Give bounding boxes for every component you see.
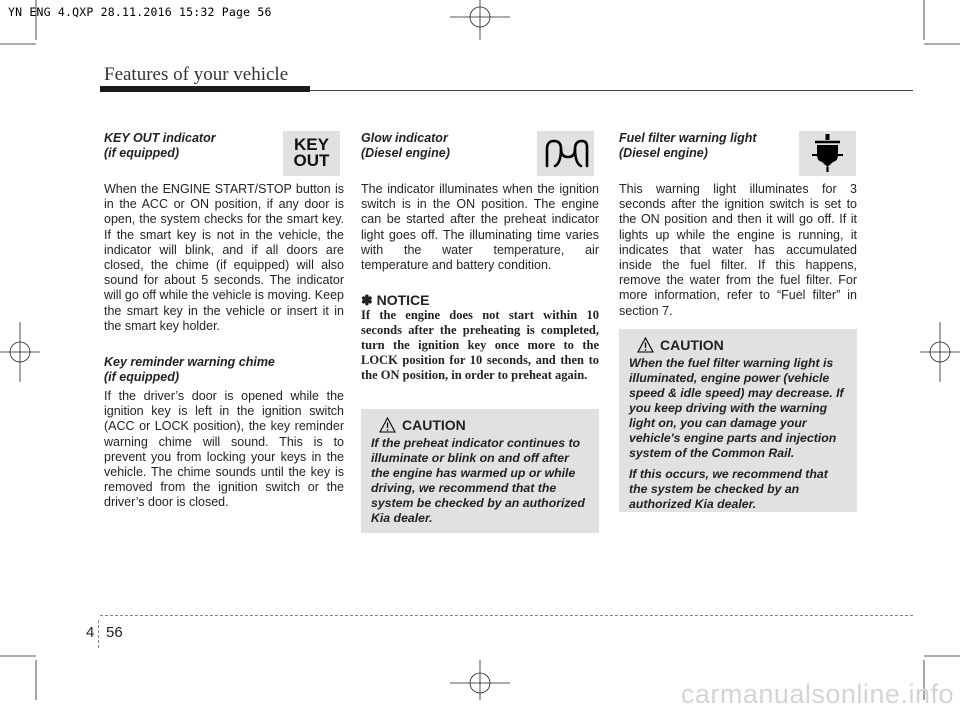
fuel-filter-body: This warning light illuminates for 3 seconds after the ignition switch is set to the ON position and then it will go off. If it lights up while the engine is running, it indicates that water has accumulated inside the fuel filter. If this happens, remove the water from the fuel filter. For more information, refer to “Fuel filter” in section 7. xyxy=(619,182,857,318)
glow-caution-title: CAUTION xyxy=(402,417,466,433)
footer-rule xyxy=(100,615,913,616)
chapter-number: 4 xyxy=(86,624,95,641)
header-bar xyxy=(100,86,310,92)
glow-caution-body: If the preheat indicator continues to illuminate or blink on and off after the engine has warmed up or while driving, we recommend that the system be checked by an authorized Kia dealer. xyxy=(371,436,585,525)
fuel-caution-box xyxy=(619,329,857,512)
key-out-subtitle: (if equipped) xyxy=(104,146,179,160)
key-out-indicator-icon xyxy=(283,131,340,176)
chime-title: Key reminder warning chime xyxy=(104,355,275,370)
key-out-body: When the ENGINE START/STOP button is in the ACC or ON position, if any door is open, the system checks for the smart key. If the smart key is not in the vehicle, the indicator will blink, and if all doors are closed, the chime (if equipped) will also sound for about 5 seconds. The indicator will go off while the vehicle is moving. Keep the smart key in the vehicle or insert it in the smart key holder. xyxy=(104,182,344,333)
fuel-filter-indicator-box xyxy=(799,131,856,176)
chime-body: If the driver’s door is opened while the ignition key is left in the ignition switch (ACC or LOCK position), the key reminder warning chime will sound. This is to prevent you from locking your keys in the vehicle. The chime sounds until the key is removed from the ignition switch or the driver’s door is closed. xyxy=(104,389,344,510)
glow-title: Glow indicator xyxy=(361,131,448,145)
fuel-caution-header xyxy=(637,337,847,353)
warning-triangle-icon xyxy=(637,337,654,353)
chime-subtitle: (if equipped) xyxy=(104,370,179,385)
notice-title: ✽ NOTICE xyxy=(361,292,430,309)
watermark: carmanualsonline.info xyxy=(680,679,954,709)
fuel-filter-icon xyxy=(799,131,856,176)
fuel-caution-body-1: When the fuel filter warning light is illuminated, engine power (vehicle speed & idle speed) may decrease. If you keep driving with the warning light on, you can damage your vehicle's engine parts and injection system of the Common Rail. xyxy=(629,356,844,460)
fuel-caution-body-2: If this occurs, we recommend that the system be checked by an authorized Kia dealer. xyxy=(629,467,828,511)
page-number: 56 xyxy=(106,624,123,641)
glow-body: The indicator illuminates when the ignition switch is in the ON position. The engine can be started after the preheat indicator light goes off. The illuminating time varies with the water temperature, air temperature and battery condition. xyxy=(361,182,599,273)
glow-subtitle: (Diesel engine) xyxy=(361,146,450,160)
print-slug: YN ENG 4.QXP 28.11.2016 15:32 Page 56 xyxy=(8,5,272,19)
fuel-filter-title: Fuel filter warning light xyxy=(619,131,757,145)
key-out-title: KEY OUT indicator xyxy=(104,131,216,145)
page-header-title: Features of your vehicle xyxy=(104,64,289,85)
fuel-caution-title: CAUTION xyxy=(660,337,724,353)
key-out-icon-line2: OUT xyxy=(293,151,330,170)
notice-body: If the engine does not start within 10 seconds after the preheating is completed, turn the ignition key once more to the LOCK position for 10 seconds, and then to the ON position, in order to preheat again. xyxy=(361,308,599,383)
fuel-filter-subtitle: (Diesel engine) xyxy=(619,146,708,160)
glow-caution-header xyxy=(379,417,589,433)
page-number-separator xyxy=(98,620,99,648)
key-out-icon-line1: KEY xyxy=(294,135,329,154)
glow-plug-icon xyxy=(537,131,594,176)
warning-triangle-icon xyxy=(379,417,396,433)
column-key-out xyxy=(104,131,344,511)
glow-indicator-box xyxy=(537,131,594,176)
glow-caution-box xyxy=(361,409,599,533)
header-rule xyxy=(310,90,913,91)
